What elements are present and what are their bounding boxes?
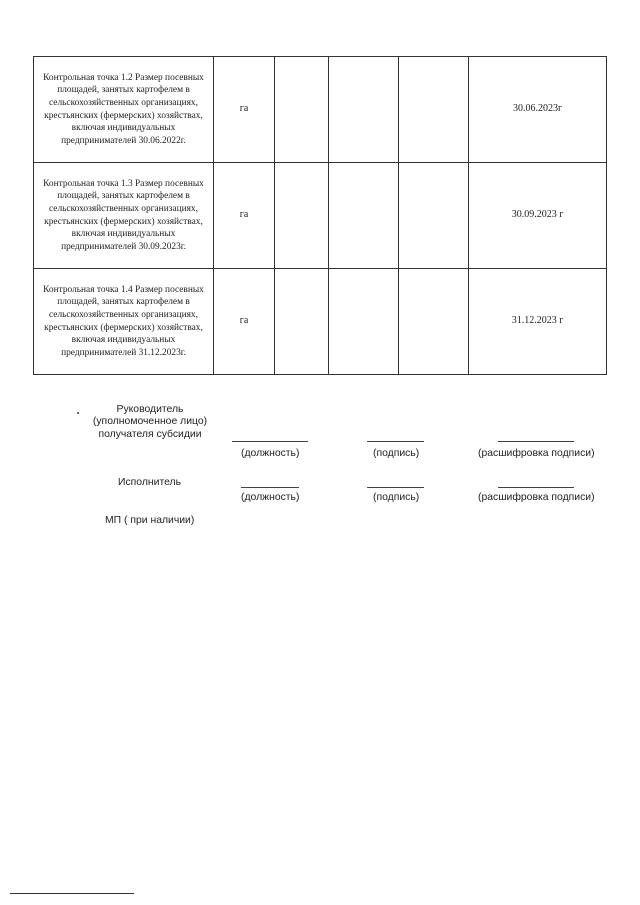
- stamp-label: МП ( при наличии): [105, 515, 195, 526]
- empty-cell: [275, 57, 329, 163]
- head-title-line: (уполномоченное лицо): [92, 416, 208, 428]
- head-title-line: Руководитель: [116, 404, 184, 415]
- table-row: [34, 57, 607, 163]
- signature-line: [241, 487, 299, 488]
- date-cell: 31.12.2023 г: [469, 269, 607, 375]
- head-title-line: получателя субсидии: [98, 428, 202, 440]
- head-title-block: [80, 404, 220, 441]
- signature-line: [232, 441, 308, 442]
- date-cell: 30.06.2023г: [469, 57, 607, 163]
- empty-cell: [329, 269, 399, 375]
- empty-cell: [275, 269, 329, 375]
- position-caption: (должность): [241, 492, 300, 503]
- signature-line: [498, 487, 574, 488]
- decoding-caption: (расшифровка подписи): [478, 448, 595, 459]
- empty-cell: [399, 163, 469, 269]
- signature-line: [498, 441, 574, 442]
- signature-caption: (подпись): [373, 448, 420, 459]
- unit-cell: га: [214, 163, 275, 269]
- empty-cell: [275, 163, 329, 269]
- decoding-caption: (расшифровка подписи): [478, 492, 595, 503]
- control-point-description: Контрольная точка 1.4 Размер посевных площадей, занятых картофелем в сельскохозяйственных организациях, крестьянских (фермерских) хозяйствах, включая индивидуальных предпринимателей 31.12.2023г.: [34, 269, 214, 375]
- signature-line: [367, 441, 424, 442]
- footnote-separator: [10, 893, 134, 894]
- control-point-description: Контрольная точка 1.3 Размер посевных площадей, занятых картофелем в сельскохозяйственных организациях, крестьянских (фермерских) хозяйствах, включая индивидуальных предпринимателей 30.09.2023г.: [34, 163, 214, 269]
- control-points-table: [33, 56, 607, 375]
- empty-cell: [399, 269, 469, 375]
- signature-line: [367, 487, 424, 488]
- control-point-description: Контрольная точка 1.2 Размер посевных площадей, занятых картофелем в сельскохозяйственных организациях, крестьянских (фермерских) хозяйствах, включая индивидуальных предпринимателей 30.06.2022г.: [34, 57, 214, 163]
- table-row: [34, 269, 607, 375]
- empty-cell: [399, 57, 469, 163]
- unit-cell: га: [214, 269, 275, 375]
- date-cell: 30.09.2023 г: [469, 163, 607, 269]
- table-row: [34, 163, 607, 269]
- signature-caption: (подпись): [373, 492, 420, 503]
- executor-title: Исполнитель: [118, 477, 181, 488]
- empty-cell: [329, 163, 399, 269]
- unit-cell: га: [214, 57, 275, 163]
- scan-speck: [77, 412, 79, 414]
- position-caption: (должность): [241, 448, 300, 459]
- empty-cell: [329, 57, 399, 163]
